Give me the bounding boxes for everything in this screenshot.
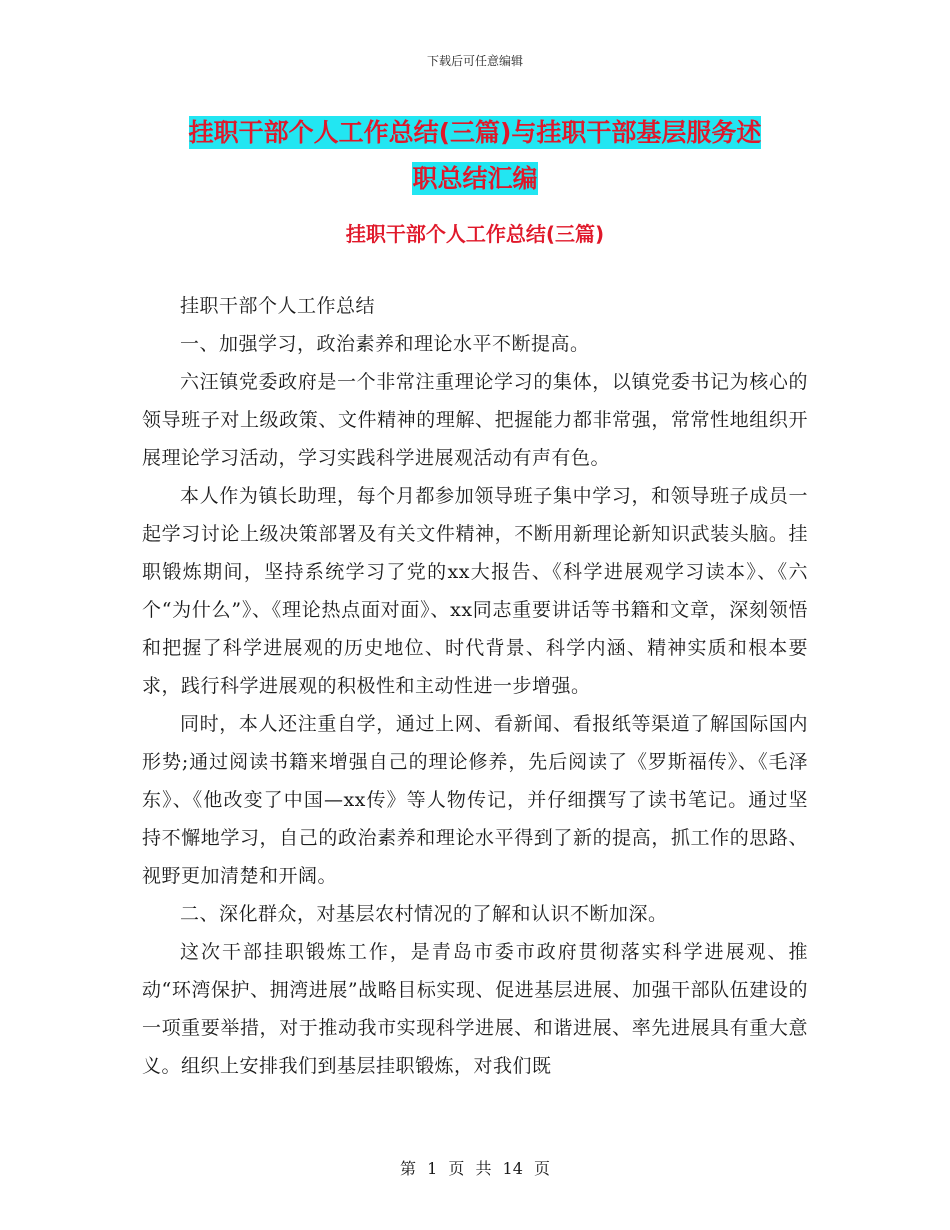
paragraph: 这次干部挂职锻炼工作，是青岛市委市政府贯彻落实科学进展观、推动“环湾保护、拥湾进展”战略目标实现、促进基层进展、加强干部队伍建设的一项重要举措，对于推动我市实现科学进展、和谐进展、率先进展具有重大意义。组织上安排我们到基层挂职锻炼，对我们既 <box>142 941 808 1077</box>
document-title <box>0 110 950 202</box>
paragraph: 二、深化群众，对基层农村情况的了解和认识不断加深。 <box>180 903 668 925</box>
paragraph: 挂职干部个人工作总结 <box>180 295 376 317</box>
body-text <box>142 287 808 1085</box>
page-footer: 第 1 页 共 14 页 <box>400 1159 550 1178</box>
title-line-2: 职总结汇编 <box>412 164 538 193</box>
paragraph: 一、加强学习，政治素养和理论水平不断提高。 <box>180 333 590 355</box>
header-note: 下载后可任意编辑 <box>426 54 523 68</box>
paragraph: 六汪镇党委政府是一个非常注重理论学习的集体，以镇党委书记为核心的领导班子对上级政策、文件精神的理解、把握能力都非常强，常常性地组织开展理论学习活动，学习实践科学进展观活动有声有色。 <box>142 371 808 469</box>
paragraph: 同时，本人还注重自学，通过上网、看新闻、看报纸等渠道了解国际国内形势;通过阅读书籍来增强自己的理论修养，先后阅读了《罗斯福传》、《毛泽东》、《他改变了中国—xx传》等人物传记，并仔细撰写了读书笔记。通过坚持不懈地学习，自己的政治素养和理论水平得到了新的提高，抓工作的思路、视野更加清楚和开阔。 <box>142 713 808 887</box>
paragraph: 本人作为镇长助理，每个月都参加领导班子集中学习，和领导班子成员一起学习讨论上级决策部署及有关文件精神，不断用新理论新知识武装头脑。挂职锻炼期间，坚持系统学习了党的xx大报告、《科学进展观学习读本》、《六个“为什么”》、《理论热点面对面》、xx同志重要讲话等书籍和文章，深刻领悟和把握了科学进展观的历史地位、时代背景、科学内涵、精神实质和根本要求，践行科学进展观的积极性和主动性进一步增强。 <box>142 485 808 697</box>
title-line-1: 挂职干部个人工作总结(三篇)与挂职干部基层服务述 <box>188 118 762 147</box>
section-subtitle: 挂职干部个人工作总结(三篇) <box>345 222 605 246</box>
